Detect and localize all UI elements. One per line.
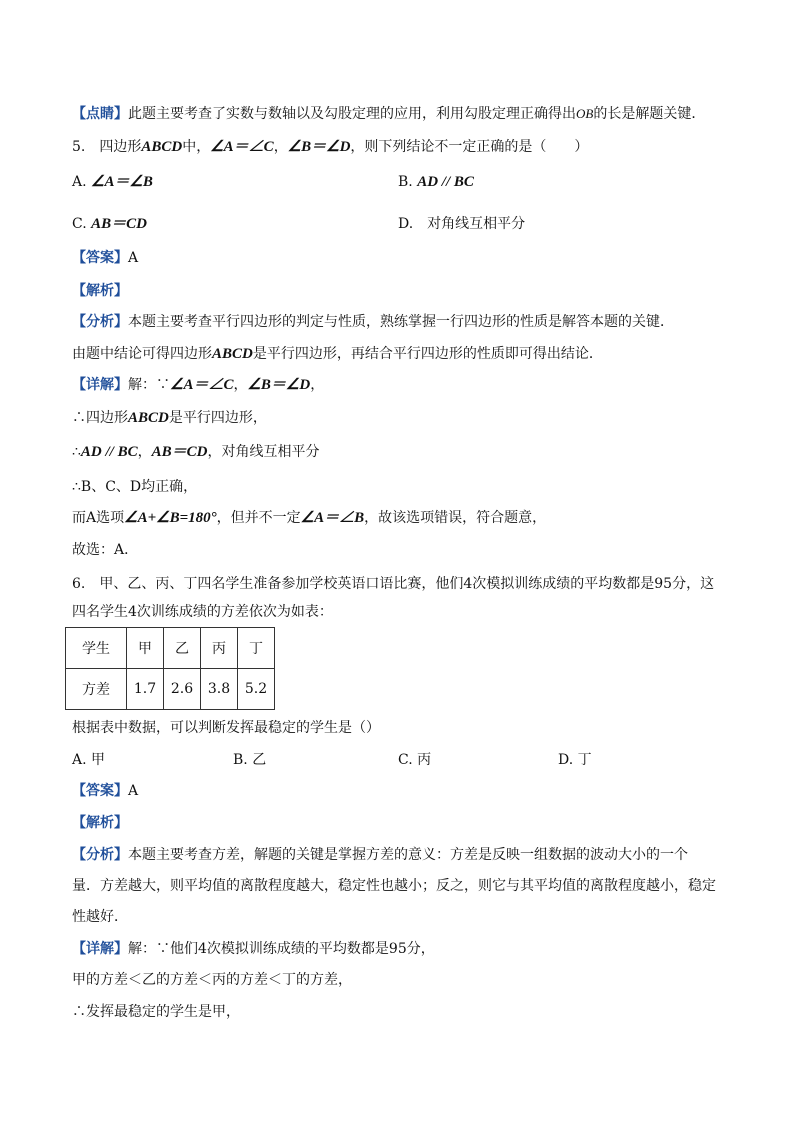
q5-detail-4: ∴B、C、D均正确，: [72, 479, 198, 495]
q5-fenxi: [72, 312, 674, 332]
q5-d1-c1: ∠A＝∠C: [170, 377, 234, 393]
q5-analysis-heading: [72, 281, 128, 301]
q5-option-d: D. 对角线互相平分: [398, 216, 526, 232]
table-cell: 5.2: [238, 669, 275, 710]
q5-detail-6: 故选：A．: [72, 542, 139, 558]
q5-detail-label: 【详解】: [72, 377, 128, 393]
q5-fenxi-text: 本题主要考查平行四边形的判定与性质，熟练掌握一行四边形的性质是解答本题的关键．: [128, 314, 674, 330]
q5-d1-pre: 解：∵: [128, 377, 170, 393]
q6-fenxi-2: 量．方差越大，则平均值的离散程度越大，稳定性也越小；反之，则它与其平均值的离散程度越小，稳定: [72, 878, 716, 894]
q5-option-c: [72, 214, 147, 234]
q5-d5-pre: 而A选项: [72, 510, 125, 526]
table-header-cell: 乙: [164, 628, 201, 669]
table-header-cell: 丁: [238, 628, 275, 669]
q6-detail-label: 【详解】: [72, 941, 128, 957]
table-row: [66, 628, 275, 669]
table-header-cell: 丙: [201, 628, 238, 669]
q5-option-b-label: B.: [398, 174, 413, 190]
q5-option-a: [72, 172, 153, 192]
table-header-cell: 甲: [127, 628, 164, 669]
table-cell: 3.8: [201, 669, 238, 710]
note-tail: 的长是解题关键．: [593, 106, 706, 122]
q6-detail-1: [72, 939, 435, 959]
note-line: [72, 104, 705, 124]
q6-answer-label: 【答案】: [72, 783, 128, 799]
q5-fenxi-label: 【分析】: [72, 314, 128, 330]
q6-detail-3: ∴发挥最稳定的学生是甲，: [72, 1004, 240, 1020]
table-cell: 方差: [66, 669, 127, 710]
table-cell: 2.6: [164, 669, 201, 710]
q5-cond1: ∠A＝∠C: [210, 139, 274, 155]
q6-answer-value: A: [128, 783, 139, 799]
q6-fenxi-label: 【分析】: [72, 847, 128, 863]
variance-table: [65, 627, 275, 710]
q6-analysis-heading: [72, 813, 128, 833]
q5-d1-sep: ，: [233, 377, 248, 393]
q6-option-d: D. 丁: [558, 752, 592, 768]
q5-line1-quad: ABCD: [212, 346, 253, 362]
q5-d2-post: 是平行四边形，: [168, 410, 267, 426]
q5-answer-value: A: [128, 250, 139, 266]
q5-option-b-text: AD // BC: [417, 174, 474, 190]
q5-detail-3: [72, 442, 319, 462]
q6-answer: [72, 781, 138, 801]
q6-stem-2: 四名学生4次训练成绩的方差依次为如表：: [72, 604, 333, 620]
q5-option-c-label: C.: [72, 216, 87, 232]
q5-d5-mid: ，但并不一定: [216, 510, 301, 526]
q5-d3-sep: ，: [137, 444, 152, 460]
q5-detail-1: [72, 375, 324, 395]
q5-d5-post: ，故该选项错误，符合题意，: [364, 510, 547, 526]
q6-analysis-label: 【解析】: [72, 815, 128, 831]
q6-stem-1: 6. 甲、乙、丙、丁四名学生准备参加学校英语口语比赛，他们4次模拟训练成绩的平均数都是95分，这: [72, 576, 715, 592]
q5-option-b: [398, 172, 474, 192]
q5-d3-m2: AB＝CD: [151, 444, 208, 460]
q5-answer: [72, 248, 138, 268]
q5-d2-quad: ABCD: [128, 410, 169, 426]
q6-question: 根据表中数据，可以判断发挥最稳定的学生是（）: [72, 720, 380, 736]
q6-fenxi-3: 性越好．: [72, 909, 128, 925]
q5-d5-m1: ∠A+∠B=180°: [124, 510, 217, 526]
q6-option-a: A. 甲: [72, 752, 106, 768]
q5-d3-post: ，对角线互相平分: [207, 444, 320, 460]
note-text: 此题主要考查了实数与数轴以及勾股定理的应用，利用勾股定理正确得出: [128, 106, 576, 122]
table-row: [66, 669, 275, 710]
q5-stem-mid: 中，: [182, 139, 211, 155]
q5-option-a-text: ∠A＝∠B: [91, 174, 153, 190]
q5-answer-label: 【答案】: [72, 250, 128, 266]
q5-stem: [72, 137, 588, 157]
q6-option-c: C. 丙: [398, 752, 432, 768]
q5-detail-2: [72, 408, 267, 428]
q6-detail-text-1: 解：∵他们4次模拟训练成绩的平均数都是95分，: [128, 941, 435, 957]
table-cell: 1.7: [127, 669, 164, 710]
q5-option-a-label: A.: [72, 174, 87, 190]
q5-line1-post: 是平行四边形，再结合平行四边形的性质即可得出结论．: [252, 346, 603, 362]
q5-option-c-text: AB＝CD: [91, 216, 147, 232]
q6-detail-2: 甲的方差＜乙的方差＜丙的方差＜丁的方差，: [72, 972, 352, 988]
q5-d1-c2: ∠B＝∠D: [247, 377, 311, 393]
q6-fenxi-1: [72, 845, 688, 865]
table-header-cell: 学生: [66, 628, 127, 669]
q5-sep: ，: [273, 139, 288, 155]
q5-stem-tail: ，则下列结论不一定正确的是（ ）: [350, 139, 589, 155]
q5-stem-prefix: 5. 四边形: [72, 139, 142, 155]
note-label: 【点睛】: [72, 106, 128, 122]
q6-option-b: B. 乙: [233, 752, 267, 768]
q5-detail-5: [72, 508, 546, 528]
q5-d5-m2: ∠A＝∠B: [300, 510, 365, 526]
q5-line1: [72, 344, 603, 364]
q5-d3-m1: AD // BC: [80, 444, 138, 460]
q5-quad: ABCD: [141, 139, 183, 155]
q6-fenxi-text-1: 本题主要考查方差，解题的关键是掌握方差的意义：方差是反映一组数据的波动大小的一个: [128, 847, 688, 863]
q5-cond2: ∠B＝∠D: [287, 139, 351, 155]
q5-d1-end: ，: [310, 377, 325, 393]
q5-d3-pre: ∴: [72, 444, 81, 460]
q5-line1-pre: 由题中结论可得四边形: [72, 346, 212, 362]
note-var: OB: [576, 106, 594, 121]
q5-d2-pre: ∴四边形: [72, 410, 128, 426]
q5-analysis-label: 【解析】: [72, 283, 128, 299]
